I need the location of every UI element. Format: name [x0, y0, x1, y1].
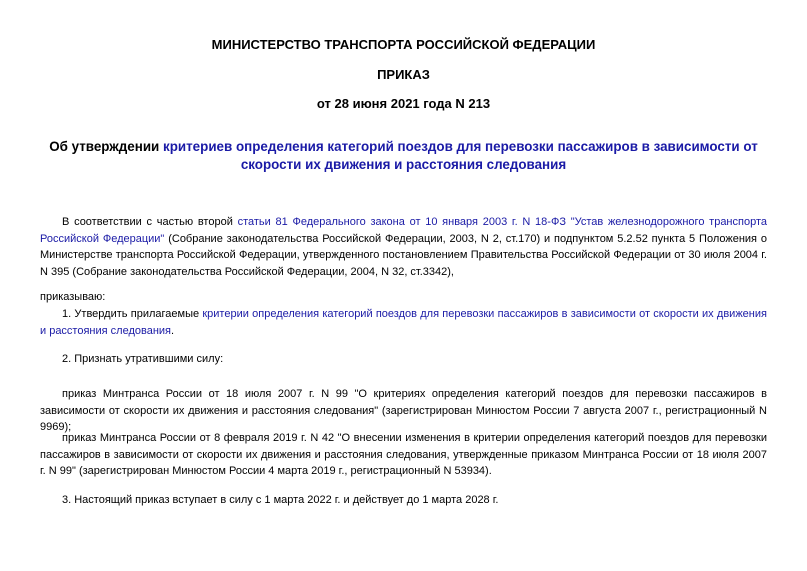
law-article-link[interactable]: статьи 81 Федерального закона от 10 января 2003 г. N 18-ФЗ "Устав железнодорожного транспорта Российской Федерации": [40, 216, 767, 245]
preamble-rest: (Собрание законодательства Российской Федерации, 2003, N 2, ст.170) и подпунктом 5.2.52 пункта 5 Положения о Министерстве транспорта Российской Федерации, утвержденного постановлением Правительства Российской Федерации от 30 июля 2004 г. N 395 (Собрание законодательства Российской Федерации, 2004, N 32, ст.3342),: [40, 232, 767, 278]
preamble-paragraph: [40, 214, 767, 280]
ministry-heading: МИНИСТЕРСТВО ТРАНСПОРТА РОССИЙСКОЙ ФЕДЕРАЦИИ: [211, 37, 596, 52]
item-1-paragraph: [40, 306, 767, 339]
title-prefix: Об утверждении: [49, 139, 164, 154]
item-2-paragraph: 2. Признать утратившими силу:: [62, 353, 224, 365]
repeal-order-1: приказ Минтранса России от 18 июля 2007 г. N 99 "О критериях определения категорий поездов для перевозки пассажиров в зависимости от скорости их движения и расстояния следования" (зарегистрирован Минюстом России 7 августа 2007 г., регистрационный N 9969);: [40, 388, 767, 433]
item-1-end: .: [171, 324, 175, 337]
preamble-start: В соответствии с частью второй: [62, 216, 238, 228]
item-3-paragraph: 3. Настоящий приказ вступает в силу с 1 марта 2022 г. и действует до 1 марта 2028 г.: [62, 494, 499, 506]
repeal-order-2: приказ Минтранса России от 8 февраля 2019 г. N 42 "О внесении изменения в критерии определения категорий поездов для перевозки пассажиров в зависимости от скорости их движения и расстояния следования, утвержденные приказом Минтранса России от 18 июля 2007 г. N 99" (зарегистрирован Минюстом России 4 марта 2019 г., регистрационный N 53934).: [40, 432, 767, 477]
doc-type-heading: ПРИКАЗ: [377, 67, 430, 82]
order-word: приказываю:: [40, 291, 106, 303]
title-link[interactable]: критериев определения категорий поездов для перевозки пассажиров в зависимости от скорости их движения и расстояния следования: [163, 139, 758, 172]
item-1-start: 1. Утвердить прилагаемые: [62, 308, 203, 320]
criteria-link[interactable]: критерии определения категорий поездов для перевозки пассажиров в зависимости от скорости их движения и расстояния следования: [40, 308, 767, 337]
date-number-heading: от 28 июня 2021 года N 213: [316, 96, 491, 111]
document-title: [40, 138, 767, 174]
